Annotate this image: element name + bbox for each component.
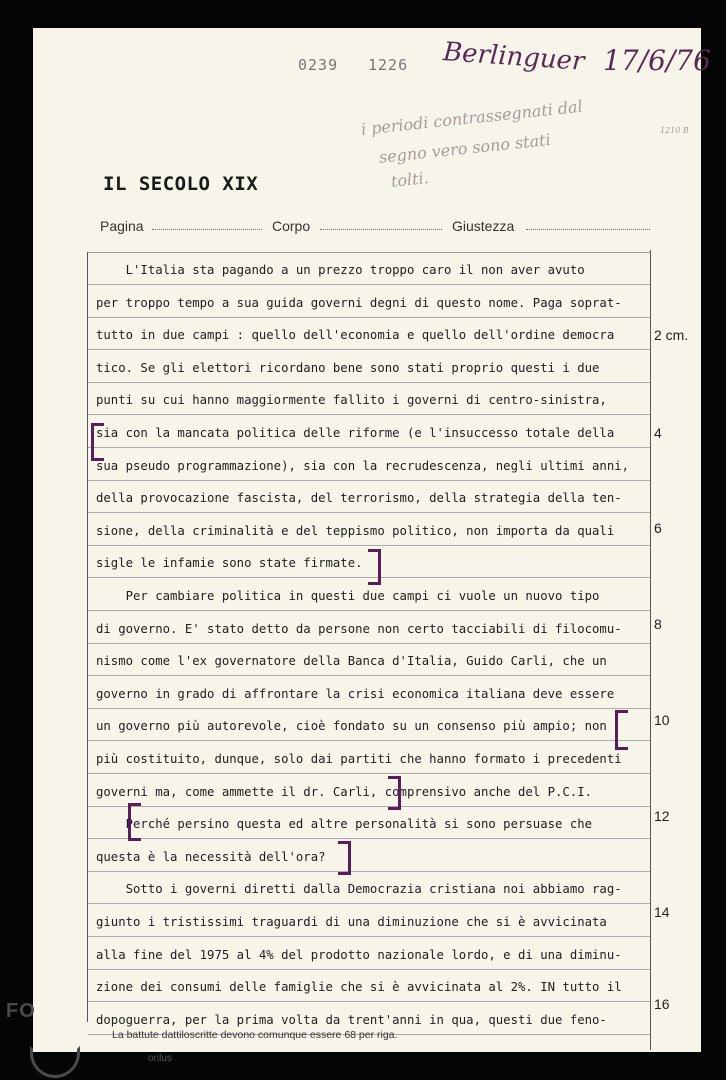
ruled-line [88, 447, 650, 448]
handwritten-date: 17/6/76 [603, 44, 711, 77]
ruled-line [88, 1001, 650, 1002]
typed-line: L'Italia sta pagando a un prezzo troppo caro il non aver avuto [96, 263, 585, 277]
typed-line: dopoguerra, per la prima volta da trent'anni in qua, questi due feno- [96, 1012, 607, 1027]
typed-line: sione, della criminalità e del teppismo politico, non importa da quali [96, 523, 615, 538]
archive-logo-mark [30, 1046, 80, 1078]
typed-line: sigle le infamie sono state firmate. [96, 556, 363, 571]
ruled-line [88, 414, 650, 415]
typed-line: Per cambiare politica in questi due campi ci vuole un nuovo tipo [96, 589, 600, 603]
ruled-line [88, 512, 650, 513]
typed-line: sia con la mancata politica delle riforme (e l'insuccesso totale della [96, 426, 615, 440]
ruled-line [88, 284, 650, 285]
margin-mark-2: 2 cm. [654, 327, 689, 343]
handwritten-name: Berlinguer [442, 37, 586, 77]
typed-line: zione dei consumi delle famiglie che si è avvicinata al 2%. IN tutto il [96, 980, 622, 995]
typed-line: governi ma, come ammette il dr. Carli, comprensivo anche del P.C.I. [96, 784, 593, 799]
archive-logo-sub: onlus [148, 1053, 172, 1064]
margin-mark-14: 14 [654, 904, 670, 920]
margin-mark-12: 12 [654, 808, 670, 824]
ruled-line [88, 610, 650, 611]
typed-line: giunto i tristissimi traguardi di una diminuzione che si è avvicinata [96, 915, 607, 929]
margin-mark-8: 8 [654, 616, 662, 632]
margin-mark-4: 4 [654, 425, 662, 441]
typed-line: governo in grado di affrontare la crisi economica italiana deve essere [96, 686, 615, 701]
typed-line: della provocazione fascista, del terrorismo, della strategia della ten- [96, 491, 622, 506]
typed-line: tutto in due campi : quello dell'economia e quello dell'ordine democra [96, 328, 615, 343]
frame-top [87, 252, 650, 253]
bracket-open-mark [615, 710, 628, 750]
handwritten-note-line-1: i periodi contrassegnati dal [360, 96, 584, 139]
ruled-line [88, 480, 650, 481]
bracket-open-mark [91, 423, 104, 461]
ruled-line [88, 317, 650, 318]
typed-line: più costituito, dunque, solo dai partiti che hanno formato i precedenti [96, 752, 622, 766]
ruled-line [88, 349, 650, 350]
ruled-line [88, 740, 650, 741]
handwritten-ref: 1210 B [660, 126, 689, 135]
typed-line: questa è la necessità dell'ora? [96, 849, 326, 864]
typed-line: Perché persino questa ed altre personalità si sono persuase che [96, 817, 593, 832]
typed-line: Sotto i governi diretti dalla Democrazia cristiana noi abbiamo rag- [96, 882, 622, 897]
bracket-close-mark [368, 549, 381, 585]
archive-logo: FO [6, 1000, 36, 1022]
typed-line: di governo. E' stato detto da persone non certo tacciabili di filocomu- [96, 621, 622, 636]
archive-number-1: 0239 [298, 56, 339, 74]
ruled-line [88, 838, 650, 839]
bracket-close-mark [338, 841, 351, 875]
typed-line: punti su cui hanno maggiormente fallito i governi di centro-sinistra, [96, 393, 607, 408]
margin-mark-10: 10 [654, 712, 670, 728]
ruled-line [88, 708, 650, 709]
ruled-line [88, 643, 650, 644]
margin-mark-6: 6 [654, 520, 662, 536]
frame-left [87, 252, 88, 1022]
typed-line: alla fine del 1975 al 4% del prodotto nazionale lordo, e di una diminu- [96, 947, 622, 962]
ruled-line [88, 806, 650, 807]
ruled-line [88, 675, 650, 676]
ruled-line [88, 382, 650, 383]
handwritten-note-line-2: segno vero sono stati [378, 129, 552, 167]
ruled-line [88, 969, 650, 970]
archive-number-2: 1226 [368, 56, 409, 74]
footer-instruction: La battute dattiloscritte devono comunque essere 68 per riga. [112, 1029, 398, 1041]
newspaper-masthead: IL SECOLO XIX [103, 173, 259, 195]
typed-line: per troppo tempo a sua guida governi degni di questo nome. Paga soprat- [96, 295, 622, 310]
typed-line: un governo più autorevole, cioè fondato su un consenso più ampio; non [96, 719, 607, 734]
frame-right [650, 250, 651, 1050]
field-justify-label: Giustezza [452, 218, 515, 234]
bracket-close-mark [388, 776, 401, 810]
field-page-label: Pagina [100, 218, 144, 234]
margin-mark-16: 16 [654, 996, 670, 1012]
field-body-dots [320, 229, 442, 230]
typed-line: tico. Se gli elettori ricordano bene sono stati proprio questi i due [96, 360, 600, 375]
ruled-line [88, 903, 650, 904]
typed-line: nismo come l'ex governatore della Banca d'Italia, Guido Carli, che un [96, 654, 607, 669]
field-body-label: Corpo [272, 218, 311, 234]
handwritten-note-line-3: tolti. [390, 168, 430, 191]
ruled-line [88, 871, 650, 872]
field-justify-dots [526, 229, 650, 230]
field-page-dots [152, 229, 262, 230]
ruled-line [88, 773, 650, 774]
bracket-open-mark [128, 803, 141, 841]
ruled-line [88, 545, 650, 546]
typed-line: sua pseudo programmazione), sia con la recrudescenza, negli ultimi anni, [96, 458, 630, 473]
ruled-line [88, 936, 650, 937]
